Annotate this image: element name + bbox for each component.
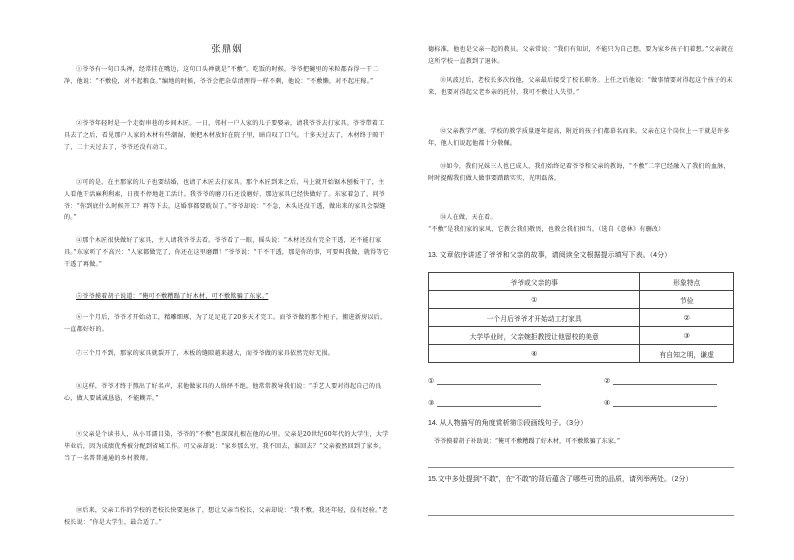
table-cell: 节俭	[640, 291, 734, 309]
paragraph-continued: 德标准，他也是父亲一起的教员。父亲常说：“我们有知识，不能只为自己想，要为家乡孩子们着想。”父亲就在这所学校一直教到了退休。	[428, 46, 734, 65]
answer-blank-2[interactable]	[604, 376, 717, 385]
answer-mark: ③	[428, 400, 435, 407]
table-row	[429, 309, 734, 327]
paragraph-10: ⑩后来，父亲工作的学校的老校长快要退休了，想让父亲当校长，父亲却说：“我不敷，我还年轻，没有经验。”老校长说：“你是大学生，最合适了。”	[64, 507, 388, 526]
paragraph-13: ⑬如今，我们兄妹三人也已成人，我们始终记着爷爷和父亲的教诲，“不敷”二字已经融入了我们的血脉，时时提醒我们做人做事要踏踏实实、光明磊落。	[428, 163, 730, 182]
table-cell[interactable]: ①	[429, 291, 640, 309]
question-13: 13. 文章依序讲述了爷爷和父亲的故事，请阅读全文根据提示填写下表。（4分）	[428, 252, 672, 259]
answer-blank-1[interactable]	[428, 376, 541, 385]
paragraph-3: ③可的是，在主那家的儿子也要结婚，也请了木匠去打家具。那个木匠到来之后，马上就开始锯木刨板干了，主人看他干活麻利利索，日夜不停地赶工活计。我爷爷的磨刀石还没磨好，那边家具已经快做好了。东家着急了，问爷爷：“你到底什么时候开工？再等下去，这婚事都要耽误了。”爷爷却说：“不急，木头还没干透，做出来的家具会裂缝的。”	[64, 179, 386, 222]
table-cell: 大学毕业时，父亲婉拒教授让他留校的美意	[429, 327, 640, 345]
paragraph-2: ②爷爷年轻时是一个走街串巷的乡间木匠。一日，邻村一户人家的儿子要娶亲，请我爷爷去打家具。爷爷带着工具去了之后，看见那户人家的木材有些潮湿，便把木材放好在院子里，暗自叹了口气。十多天过去了，木材终于晾干了，二十天过去了，爷爷还没有动工。	[64, 120, 385, 151]
table-cell[interactable]: ③	[640, 327, 734, 345]
article-title: 张鼎姻	[211, 44, 243, 55]
table-cell[interactable]: ②	[640, 309, 734, 327]
paragraph-11: ⑪风波过后，老校长多次找他，父亲最后接受了校长职务。上任之后他说：“做事情要对得起这个孩子的未来，也要对得起父老乡亲的托付，我可不敷让人失望。”	[428, 77, 733, 96]
answer-blank-3[interactable]	[428, 398, 541, 407]
answer-line	[613, 376, 717, 385]
table-header-cell: 形象特点	[640, 273, 734, 291]
paragraph-8: ⑧这样，爷爷才终于熬出了好名声，求他做家具的人络绎不绝。他常常教导我们说：“手艺人要对得起自己的良心，做人要诚诚恳恳，不能糊弄。”	[64, 383, 382, 402]
table-cell: 有自知之明，谦虚	[640, 345, 734, 363]
table-header-row	[429, 273, 734, 291]
table-cell: 一个月后爷爷才开始动工打家具	[429, 309, 640, 327]
question-15: 15.文中多处提到“不敢”，在“不敢”的背后蕴含了哪些可贵的品质，请列举两处。（2分）	[428, 476, 693, 483]
paragraph-6: ⑥一个月后，爷爷才开始动工，精雕细琢，为了足足花了20多天才完工。而爷爷做的那个柜子，搬进新房以后，一直都好好的。	[64, 314, 387, 333]
paragraph-5-underlined: ⑤爷爷摸着胡子说道：“俺可不敷糟蹋了好木材，可不敷欺骗了东家。”	[76, 293, 269, 300]
answer-blank-4[interactable]	[604, 398, 717, 407]
question-14-quote: 爷爷摸着胡子补助说：“俺可不敷糟蹋了好木材，可不敷欺骗了东家。”	[434, 438, 620, 445]
paragraph-4: ④那个木匠很快做好了家具，主人请我爷爷去看。爷爷看了一眼，摇头说：“木材还没有完全干透，还不能打家具。”东家听了不高兴：“人家都做完了，你还在这里磨蹭！”爷爷说：“干不干透，那是你的事，可要叫我做，就得等它干透了再做。”	[64, 237, 389, 268]
paragraph-1: ①爷爷有一句口头禅，经常挂在嘴边，这句口头禅就是“不敷”。吃饭的时候，爷爷把碗里的米粒都吞得一干二净，他说：“不敷俭，对不起粮食。”编地的时候，爷爷会把杂草清理得一样不剩，他说：“不敷懒，对不起庄稼。”	[64, 66, 379, 85]
table-cell[interactable]: ④	[429, 345, 640, 363]
paragraph-9: ⑨父亲是个读书人，从小耳濡目染，爷爷的“不敷”也深深扎根在他的心里。父亲是20世纪60年代的大学生，大学毕业后，因为成绩优秀被分配到省城工作。可父亲却说：“家乡那么穷，我不回去，谁回去？”父亲毅然回到了家乡，当了一名普普通通的乡村教师。	[64, 431, 389, 462]
table-row	[429, 327, 734, 345]
table-row	[429, 291, 734, 309]
question-14: 14. 从人物描写的角度赏析第⑤段画线句子。（3分）	[428, 420, 588, 427]
paragraph-14: ⑭人在做，天在看。	[440, 214, 497, 221]
answer-mark: ④	[604, 400, 611, 407]
answer-line-q15[interactable]	[428, 515, 734, 516]
answer-mark: ①	[428, 378, 435, 385]
answer-line-q14[interactable]	[428, 467, 734, 468]
source-line: “不敷”是我们家的家风，它教会我们敬畏，也教会我们担当。（选自《意林》有删改）	[428, 226, 665, 233]
answer-mark: ②	[604, 378, 611, 385]
answer-line	[437, 398, 541, 407]
answer-line	[437, 376, 541, 385]
paragraph-12: ⑫父亲教学严谨，学校的教学质量逐年提高，附近的孩子们都慕名而来。父亲在这个岗位上一干就是许多年，他人们说起他都十分敬佩。	[428, 128, 730, 147]
answer-line	[613, 398, 717, 407]
table-row	[429, 345, 734, 363]
answer-table	[428, 272, 734, 363]
paragraph-7: ⑦三个月不到，那家的家具就裂开了，木板的缝隙越来越大，而爷爷做的家具依然完好无损。	[76, 350, 335, 357]
table-header-cell: 爷爷或父亲的事	[429, 273, 640, 291]
